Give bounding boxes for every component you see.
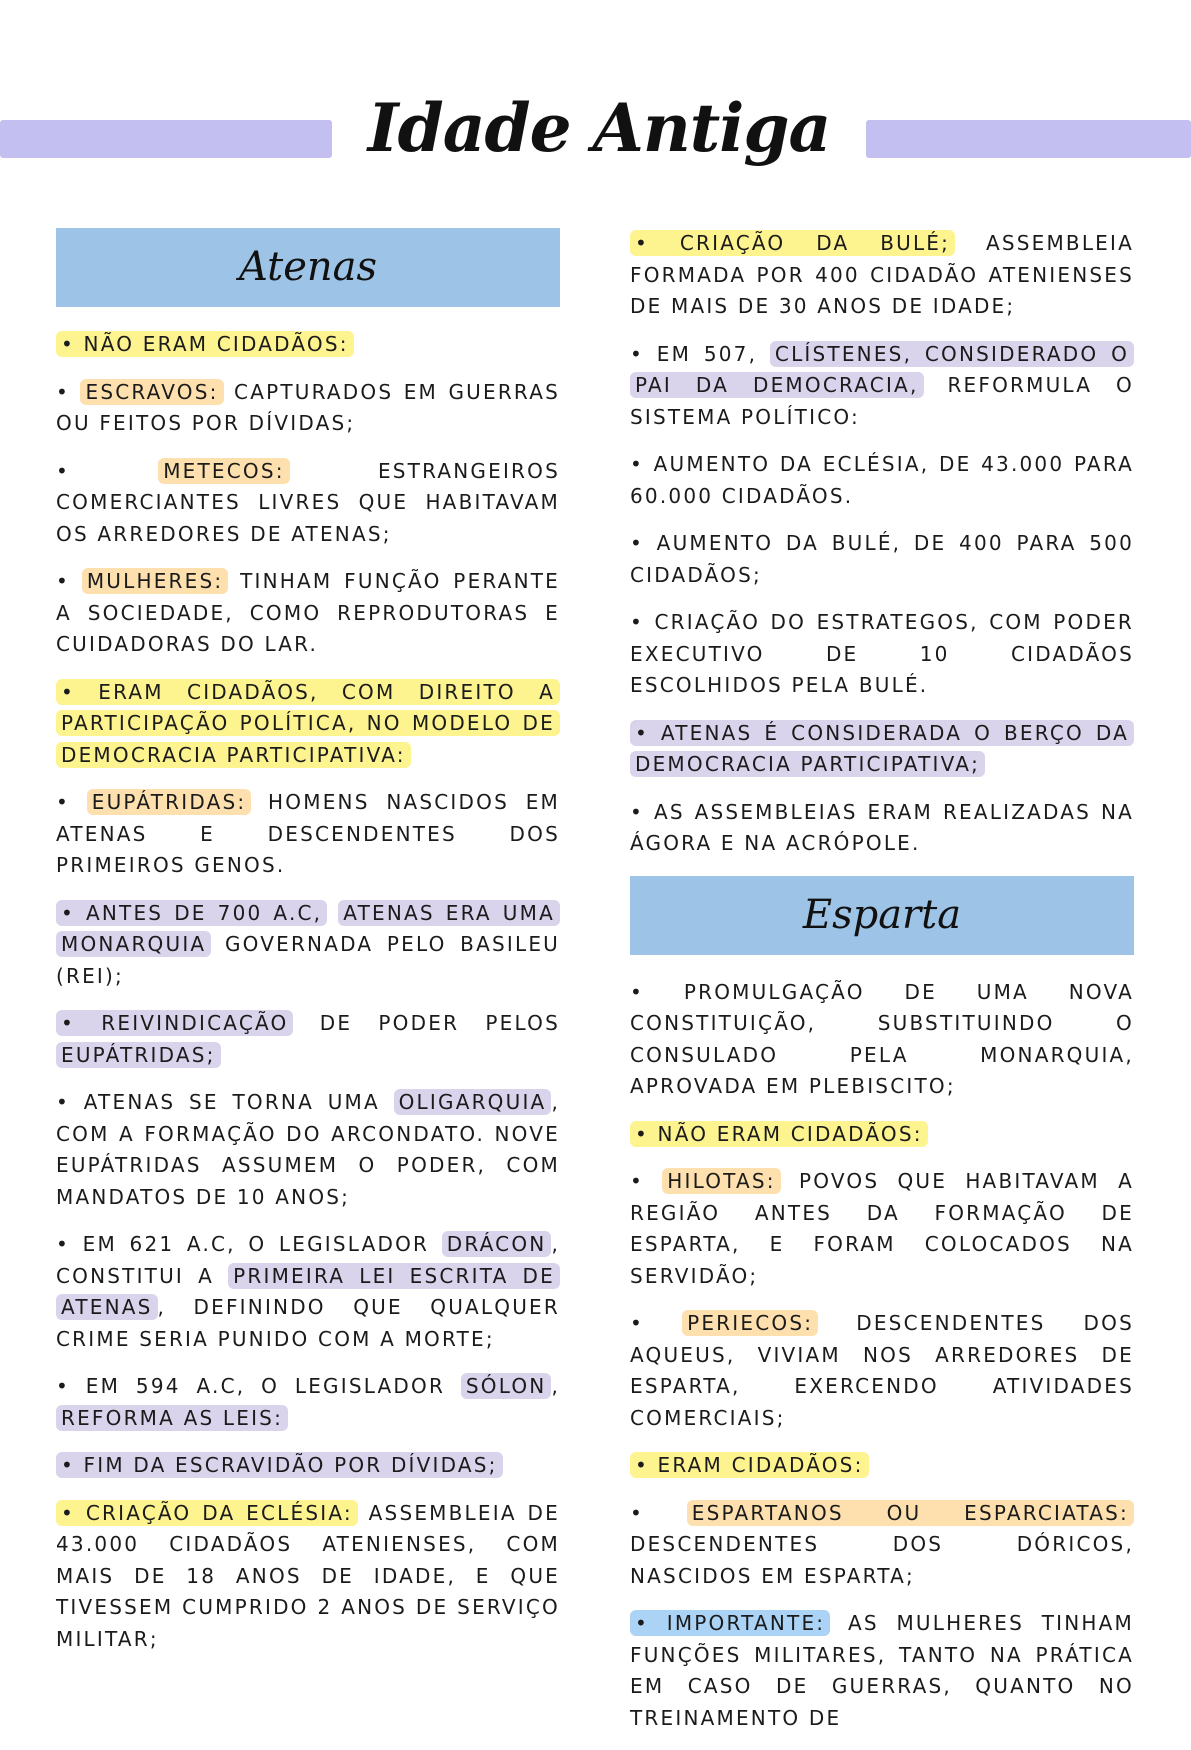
left-column	[56, 228, 560, 1671]
note-text: ESTRANGEIROS COMERCIANTES LIVRES QUE HABITAVAM OS ARREDORES DE ATENAS;	[56, 458, 560, 546]
note-text: REFORMULA O SISTEMA POLÍTICO:	[630, 373, 1134, 429]
note-text: • EM 507,	[630, 341, 770, 366]
note-item	[56, 1229, 560, 1355]
page-title: Idade Antiga	[367, 89, 831, 167]
highlighted-text: • REIVINDICAÇÃO	[56, 1010, 293, 1036]
note-item	[630, 528, 1134, 591]
note-item	[630, 339, 1134, 434]
esparta-notes	[630, 977, 1134, 1735]
note-text: •	[56, 458, 159, 483]
note-text: ,	[551, 1374, 560, 1398]
note-item	[630, 977, 1134, 1103]
note-item	[630, 1498, 1134, 1593]
note-item	[56, 1008, 560, 1071]
note-text: TINHAM FUNÇÃO PERANTE A SOCIEDADE, COMO REPRODUTORAS E CUIDADORAS DO LAR.	[56, 569, 560, 656]
note-text: • PROMULGAÇÃO DE UMA NOVA CONSTITUIÇÃO, SUBSTITUINDO O CONSULADO PELA MONARQUIA, APROVADA EM PLEBISCITO;	[630, 979, 1134, 1098]
note-item	[56, 787, 560, 882]
note-text: •	[56, 379, 81, 404]
note-item	[630, 607, 1134, 702]
highlighted-text: • ERAM CIDADÃOS:	[630, 1452, 869, 1478]
highlighted-text: • IMPORTANTE:	[630, 1610, 830, 1636]
highlighted-text: • ANTES DE 700 A.C,	[56, 900, 327, 926]
note-text: HOMENS NASCIDOS EM ATENAS E DESCENDENTES DOS PRIMEIROS GENOS.	[56, 790, 560, 877]
right-column	[630, 228, 1134, 1750]
note-text: • EM 621 A.C, O LEGISLADOR	[56, 1232, 442, 1256]
highlighted-text: • NÃO ERAM CIDADÃOS:	[630, 1121, 928, 1147]
highlighted-text: ATENAS ERA UMA MONARQUIA	[56, 900, 560, 958]
highlighted-text: • CRIAÇÃO DA BULÉ;	[630, 230, 955, 256]
highlighted-text: • ERAM CIDADÃOS, COM DIREITO A PARTICIPAÇÃO POLÍTICA, NO MODELO DE DEMOCRACIA PARTICIPATIVA:	[56, 679, 560, 768]
note-text: DESCENDENTES DOS AQUEUS, VIVIAM NOS ARREDORES DE ESPARTA, EXERCENDO ATIVIDADES COMERCIAIS;	[630, 1311, 1134, 1430]
note-item	[630, 228, 1134, 323]
note-text: •	[630, 1500, 687, 1525]
atenas-notes	[56, 329, 560, 1655]
highlighted-text: PRIMEIRA LEI ESCRITA DE ATENAS	[56, 1263, 560, 1321]
note-item	[630, 1308, 1134, 1434]
note-text: , DEFININDO QUE QUALQUER CRIME SERIA PUNIDO COM A MORTE;	[56, 1295, 560, 1351]
note-text: , COM A FORMAÇÃO DO ARCONDATO. NOVE EUPÁTRIDAS ASSUMEM O PODER, COM MANDATOS DE 10 ANOS;	[56, 1090, 560, 1209]
note-item	[56, 329, 560, 361]
note-text: •	[56, 790, 87, 814]
note-item	[630, 1608, 1134, 1734]
section-header-esparta: Esparta	[630, 876, 1134, 955]
note-text: •	[630, 1311, 683, 1335]
note-item	[56, 677, 560, 772]
note-text	[327, 901, 338, 925]
highlighted-text: PERIECOS:	[682, 1310, 818, 1336]
note-text: •	[56, 569, 82, 593]
note-text: DE PODER PELOS	[293, 1011, 560, 1035]
note-item	[56, 1498, 560, 1656]
highlighted-text: EUPÁTRIDAS:	[87, 789, 252, 815]
title-band-left	[0, 120, 332, 158]
note-text: • AUMENTO DA BULÉ, DE 400 PARA 500 CIDADÃOS;	[630, 531, 1134, 587]
highlighted-text: CLÍSTENES, CONSIDERADO O PAI DA DEMOCRACIA,	[630, 341, 1134, 399]
note-text: GOVERNADA PELO BASILEU (REI);	[56, 932, 560, 988]
highlighted-text: • ATENAS É CONSIDERADA O BERÇO DA DEMOCRACIA PARTICIPATIVA;	[630, 720, 1134, 778]
note-text: AS MULHERES TINHAM FUNÇÕES MILITARES, TANTO NA PRÁTICA EM CASO DE GUERRAS, QUANTO NO TREINAMENTO DE	[630, 1611, 1134, 1730]
highlighted-text: ESPARTANOS OU ESPARCIATAS:	[687, 1500, 1134, 1526]
highlighted-text: • NÃO ERAM CIDADÃOS:	[56, 331, 354, 357]
highlighted-text: • FIM DA ESCRAVIDÃO POR DÍVIDAS;	[56, 1452, 503, 1478]
highlighted-text: HILOTAS:	[662, 1168, 781, 1194]
note-text: ASSEMBLEIA FORMADA POR 400 CIDADÃO ATENIENSES DE MAIS DE 30 ANOS DE IDADE;	[630, 231, 1134, 318]
note-item	[630, 797, 1134, 860]
note-item	[630, 1450, 1134, 1482]
note-item	[56, 1371, 560, 1434]
note-text: ASSEMBLEIA DE 43.000 CIDADÃOS ATENIENSES, COM MAIS DE 18 ANOS DE IDADE, E QUE TIVESSEM CUMPRIDO 2 ANOS DE SERVIÇO MILITAR;	[56, 1500, 560, 1651]
highlighted-text: METECOS:	[158, 458, 290, 484]
highlighted-text: MULHERES:	[82, 568, 228, 594]
atenas-notes-continued	[630, 228, 1134, 860]
highlighted-text: • CRIAÇÃO DA ECLÉSIA:	[56, 1500, 358, 1526]
note-text: • AS ASSEMBLEIAS ERAM REALIZADAS NA ÁGORA E NA ACRÓPOLE.	[630, 799, 1134, 855]
note-text: • CRIAÇÃO DO ESTRATEGOS, COM PODER EXECUTIVO DE 10 CIDADÃOS ESCOLHIDOS PELA BULÉ.	[630, 610, 1134, 697]
highlighted-text: EUPÁTRIDAS;	[56, 1042, 221, 1068]
highlighted-text: DRÁCON	[442, 1231, 552, 1257]
note-item	[56, 1450, 560, 1482]
note-item	[630, 449, 1134, 512]
note-text: POVOS QUE HABITAVAM A REGIÃO ANTES DA FORMAÇÃO DE ESPARTA, E FORAM COLOCADOS NA SERVIDÃO;	[630, 1169, 1134, 1288]
highlighted-text: SÓLON	[461, 1373, 552, 1399]
note-item	[56, 456, 560, 551]
title-band-right	[866, 120, 1191, 158]
highlighted-text: OLIGARQUIA	[394, 1089, 552, 1115]
note-text: • EM 594 A.C, O LEGISLADOR	[56, 1374, 461, 1398]
note-text: • AUMENTO DA ECLÉSIA, DE 43.000 PARA 60.000 CIDADÃOS.	[630, 452, 1134, 508]
note-item	[56, 1087, 560, 1213]
note-item	[56, 566, 560, 661]
note-text: •	[630, 1169, 663, 1193]
note-text: DESCENDENTES DOS DÓRICOS, NASCIDOS EM ESPARTA;	[630, 1532, 1134, 1588]
note-item	[630, 718, 1134, 781]
highlighted-text: REFORMA AS LEIS:	[56, 1405, 288, 1431]
note-item	[630, 1166, 1134, 1292]
note-text: , CONSTITUI A	[56, 1232, 560, 1288]
note-text: CAPTURADOS EM GUERRAS OU FEITOS POR DÍVIDAS;	[56, 379, 560, 435]
note-text: • ATENAS SE TORNA UMA	[56, 1090, 394, 1114]
note-item	[56, 377, 560, 440]
note-item	[56, 898, 560, 993]
highlighted-text: ESCRAVOS:	[80, 379, 223, 405]
note-item	[630, 1119, 1134, 1151]
section-header-atenas: Atenas	[56, 228, 560, 307]
